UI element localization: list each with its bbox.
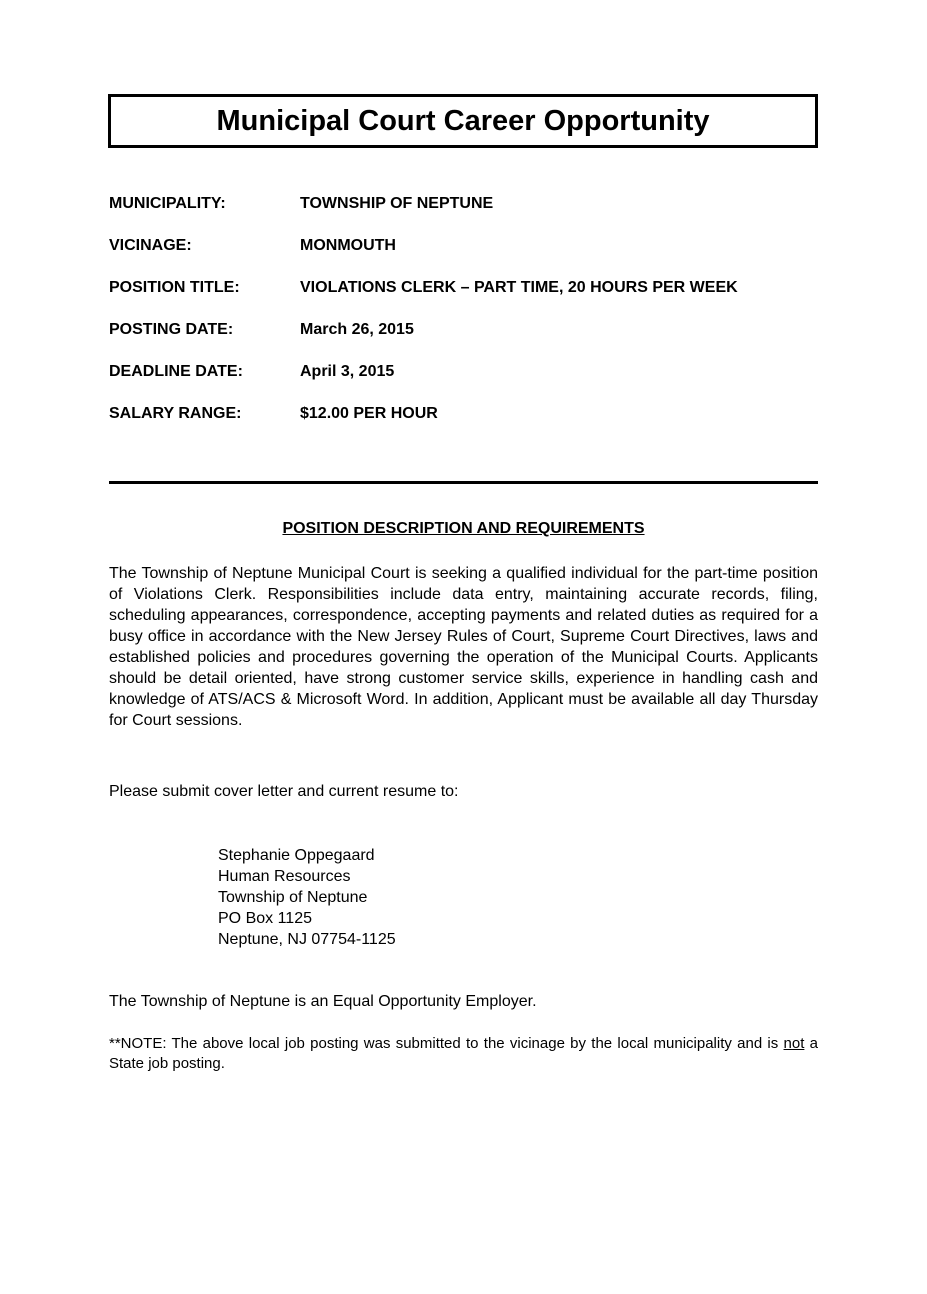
municipality-label: MUNICIPALITY: [109, 195, 226, 212]
document-page [0, 94, 927, 1074]
posting-date-value: March 26, 2015 [300, 321, 414, 338]
note-paragraph [109, 1034, 818, 1074]
contact-department: Human Resources [218, 868, 351, 885]
contact-organization: Township of Neptune [218, 889, 368, 906]
position-title-label: POSITION TITLE: [109, 279, 240, 296]
posting-date-label: POSTING DATE: [109, 321, 234, 338]
contact-address-block [218, 845, 818, 950]
title-box [108, 94, 818, 148]
submit-instructions: Please submit cover letter and current resume to: [109, 783, 459, 800]
contact-po-box: PO Box 1125 [218, 910, 312, 927]
info-row-salary-range [109, 404, 818, 423]
document-title: Municipal Court Career Opportunity [216, 104, 710, 137]
note-prefix: **NOTE: The above local job posting was submitted to the vicinage by the local municipality and is [109, 1035, 784, 1052]
info-row-position-title [109, 278, 818, 297]
note-underlined-word: not [783, 1035, 805, 1052]
contact-city-state-zip: Neptune, NJ 07754-1125 [218, 931, 396, 948]
vicinage-label: VICINAGE: [109, 237, 192, 254]
deadline-date-label: DEADLINE DATE: [109, 363, 243, 380]
note-suffix: a State job posting. [109, 1035, 818, 1072]
position-description-paragraph: The Township of Neptune Municipal Court is seeking a qualified individual for the part-time position of Violations Clerk. Responsibilities include data entry, maintaining accurate records, filing, scheduling appearances, correspondence, accepting payments and related duties as required for a busy office in accordance with the New Jersey Rules of Court, Supreme Court Directives, laws and established policies and procedures governing the operation of the Municipal Courts. Applicants should be detail oriented, have strong customer service skills, experience in handling cash and knowledge of ATS/ACS & Microsoft Word. In addition, Applicant must be available all day Thursday for Court sessions. [109, 565, 818, 729]
info-row-deadline-date [109, 362, 818, 381]
info-row-posting-date [109, 320, 818, 339]
contact-name: Stephanie Oppegaard [218, 847, 375, 864]
posting-info-table [109, 194, 818, 423]
vicinage-value: MONMOUTH [300, 237, 396, 254]
deadline-date-value: April 3, 2015 [300, 363, 395, 380]
position-title-value: VIOLATIONS CLERK – PART TIME, 20 HOURS PER WEEK [300, 279, 738, 296]
info-row-municipality [109, 194, 818, 213]
municipality-value: TOWNSHIP OF NEPTUNE [300, 195, 494, 212]
equal-opportunity-statement: The Township of Neptune is an Equal Opportunity Employer. [109, 993, 537, 1010]
info-row-vicinage [109, 236, 818, 255]
salary-range-value: $12.00 PER HOUR [300, 405, 438, 422]
section-heading: POSITION DESCRIPTION AND REQUIREMENTS [282, 520, 645, 537]
salary-range-label: SALARY RANGE: [109, 405, 242, 422]
section-divider [109, 481, 818, 484]
